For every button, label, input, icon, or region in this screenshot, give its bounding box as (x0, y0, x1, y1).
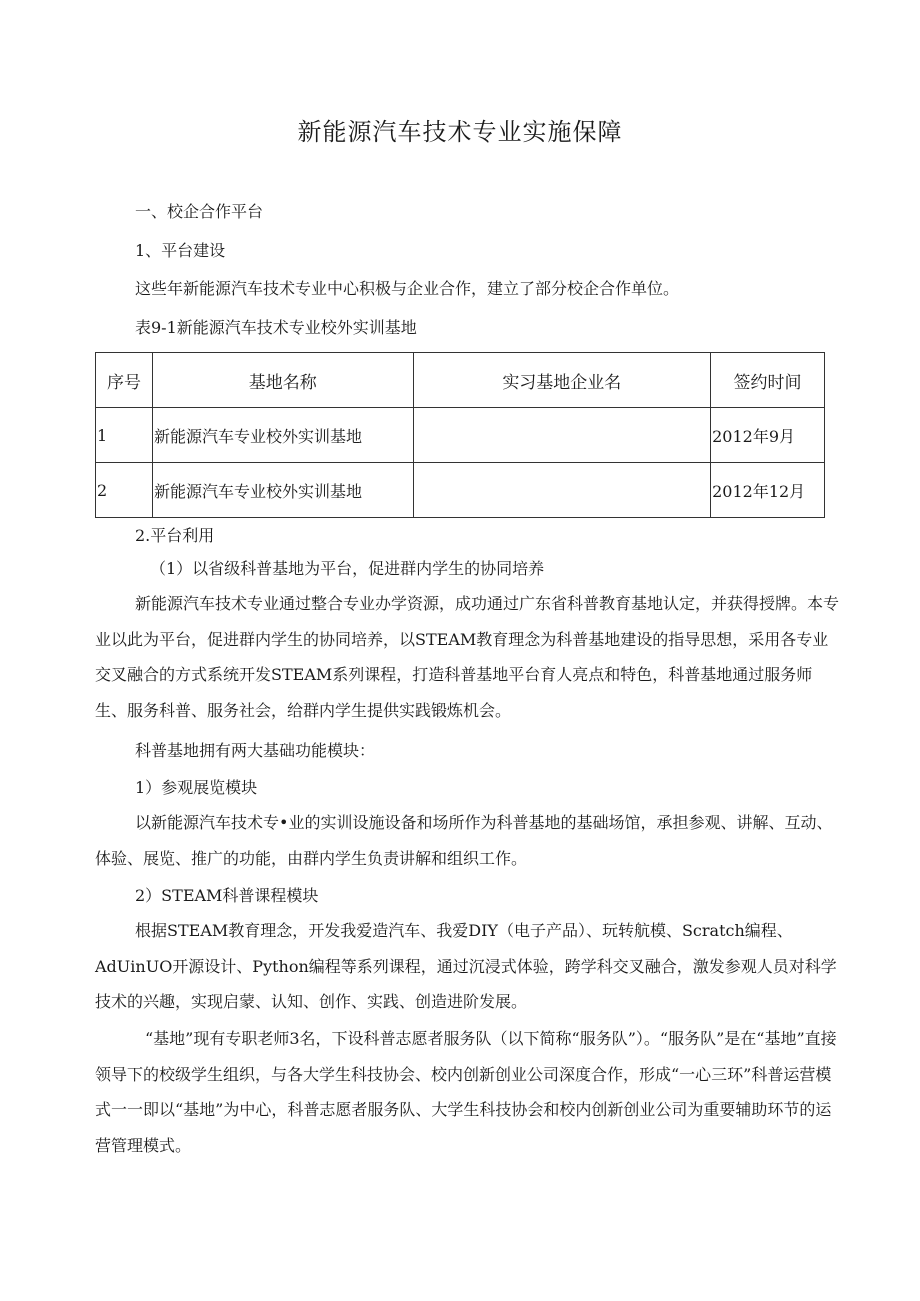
body-paragraph: 根据STEAM教育理念，开发我爱造汽车、我爱DIY（电子产品）、玩转航模、Scratch编程、AdUinUO开源设计、Python编程等系列课程，通过沉浸式体验，跨学科交叉融合，激发参观人员对科学技术的兴趣，实现启蒙、认知、创作、实践、创造进阶发展。 (95, 921, 837, 1011)
body-paragraph: “基地”现有专职老师3名，下设科普志愿者服务队（以下简称“服务队”）。“服务队”是在“基地”直接领导下的校级学生组织，与各大学生科技协会、校内创新创业公司深度合作，形成“一心三环”科普运营模式一一即以“基地”为中心，科普志愿者服务队、大学生科技协会和校内创新创业公司为重要辅助环节的运营管理模式。 (95, 1029, 837, 1155)
cell-index: 2 (96, 463, 153, 518)
table-row (96, 408, 825, 463)
module-heading: 1）参观展览模块 (135, 778, 258, 797)
page-title: 新能源汽车技术专业实施保障 (297, 118, 623, 146)
training-base-table (95, 352, 825, 518)
header-sign-date: 签约时间 (711, 353, 825, 408)
body-paragraph: 以新能源汽车技术专•业的实训设施设备和场所作为科普基地的基础场馆，承担参观、讲解、互动、体验、展览、推广的功能，由群内学生负责讲解和组织工作。 (95, 813, 833, 868)
body-paragraph: 科普基地拥有两大基础功能模块： (135, 741, 376, 760)
header-company: 实习基地企业名 (413, 353, 711, 408)
body-paragraph: 新能源汽车技术专业通过整合专业办学资源，成功通过广东省科普教育基地认定，并获得授牌。本专业以此为平台，促进群内学生的协同培养，以STEAM教育理念为科普基地建设的指导思想，采用各专业交叉融合的方式系统开发STEAM系列课程，打造科普基地平台育人亮点和特色，科普基地通过服务师生、服务科普、服务社会，给群内学生提供实践锻炼机会。 (95, 594, 840, 720)
header-index: 序号 (96, 353, 153, 408)
header-base-name: 基地名称 (152, 353, 413, 408)
cell-index: 1 (96, 408, 153, 463)
section-heading: 一、校企合作平台 (135, 202, 264, 221)
table-row (96, 463, 825, 518)
subsection-heading: 2.平台利用 (135, 526, 215, 545)
module-heading: 2）STEAM科普课程模块 (135, 886, 319, 905)
cell-sign-date: 2012年9月 (711, 408, 825, 463)
cell-company (413, 408, 711, 463)
cell-base-name: 新能源汽车专业校外实训基地 (152, 463, 413, 518)
intro-paragraph: 这些年新能源汽车技术专业中心积极与企业合作，建立了部分校企合作单位。 (135, 279, 680, 298)
table-caption: 表9-1新能源汽车技术专业校外实训基地 (135, 318, 417, 337)
subsection-heading: （1）以省级科普基地为平台，促进群内学生的协同培养 (150, 559, 545, 578)
cell-base-name: 新能源汽车专业校外实训基地 (152, 408, 413, 463)
cell-company (413, 463, 711, 518)
cell-sign-date: 2012年12月 (711, 463, 825, 518)
subsection-heading: 1、平台建设 (135, 241, 226, 260)
table-header-row (96, 353, 825, 408)
